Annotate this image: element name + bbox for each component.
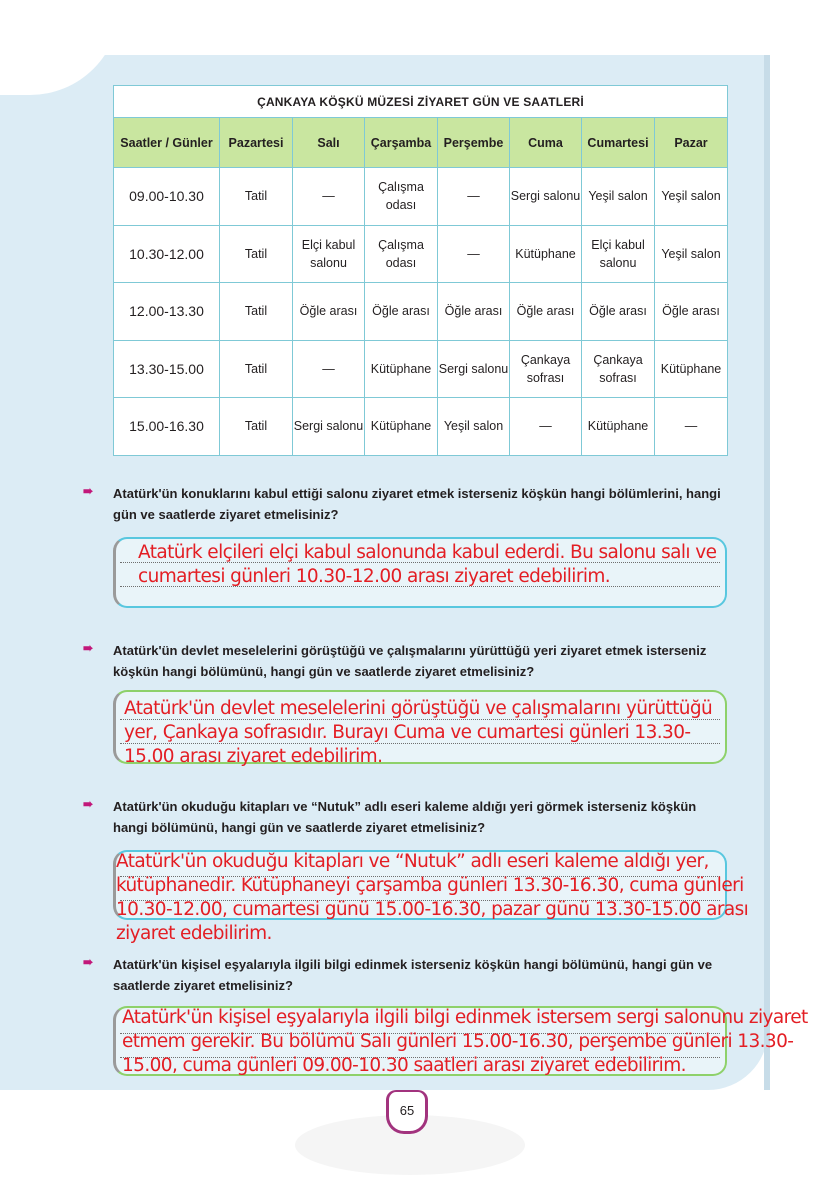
table-row	[114, 340, 728, 398]
header-cell: Salı	[293, 118, 365, 168]
table-row	[114, 398, 728, 456]
table-row	[114, 168, 728, 226]
table-cell: —	[438, 168, 510, 226]
arrow-right-icon: ➠	[83, 484, 94, 498]
arrow-right-icon: ➠	[83, 955, 94, 969]
question-3: Atatürk'ün okuduğu kitapları ve “Nutuk” adlı eseri kaleme aldığı yeri görmek isterseniz köşkün hangi bölümünü, hangi gün ve saatlerde ziyaret etmelisiniz?	[113, 799, 697, 835]
answer-4: Atatürk'ün kişisel eşyalarıyla ilgili bilgi edinmek istersem sergi salonunu ziyaret etmem gerekir. Bu bölümü Salı günleri 15.00-16.30, perşembe günleri 13.30-15.00, cuma günleri 09.00-10.30 saatleri arası ziyaret edebilirim.	[122, 1007, 808, 1076]
table-cell: —	[510, 398, 582, 456]
table-cell: —	[293, 168, 365, 226]
table-cell: Öğle arası	[582, 283, 655, 341]
answer-1: Atatürk elçileri elçi kabul salonunda kabul ederdi. Bu salonu salı ve cumartesi günleri 10.30-12.00 arası ziyaret edebilirim.	[138, 542, 717, 587]
table-cell: Yeşil salon	[438, 398, 510, 456]
question-2: Atatürk'ün devlet meselelerini görüştüğü ve çalışmalarını yürüttüğü yeri ziyaret etmek isterseniz köşkün hangi bölümünü, hangi gün ve saatlerde ziyaret etmelisiniz?	[113, 643, 707, 679]
table-cell: —	[655, 398, 728, 456]
table-cell: —	[293, 340, 365, 398]
table-cell: Öğle arası	[510, 283, 582, 341]
arrow-right-icon: ➠	[83, 641, 94, 655]
table-cell: Elçi kabul salonu	[293, 225, 365, 283]
table-row	[114, 225, 728, 283]
header-cell: Çarşamba	[365, 118, 438, 168]
header-cell: Cuma	[510, 118, 582, 168]
table-cell: Öğle arası	[365, 283, 438, 341]
table-cell: Kütüphane	[365, 340, 438, 398]
arrow-right-icon: ➠	[83, 797, 94, 811]
table-cell: Yeşil salon	[582, 168, 655, 226]
page-edge	[764, 55, 770, 1090]
table-cell: Kütüphane	[365, 398, 438, 456]
table-cell: Tatil	[220, 283, 293, 341]
time-cell: 12.00-13.30	[114, 283, 220, 341]
table-cell: Kütüphane	[582, 398, 655, 456]
table-cell: Tatil	[220, 398, 293, 456]
table-title: ÇANKAYA KÖŞKÜ MÜZESİ ZİYARET GÜN VE SAATLERİ	[113, 85, 728, 117]
table-cell: Çankaya sofrası	[582, 340, 655, 398]
table-header-row	[114, 118, 728, 168]
table-cell: Çalışma odası	[365, 168, 438, 226]
table-cell: Tatil	[220, 225, 293, 283]
schedule-table	[113, 85, 728, 456]
table-cell: Tatil	[220, 340, 293, 398]
header-cell: Cumartesi	[582, 118, 655, 168]
table-cell: Elçi kabul salonu	[582, 225, 655, 283]
time-cell: 09.00-10.30	[114, 168, 220, 226]
header-cell: Pazartesi	[220, 118, 293, 168]
time-cell: 15.00-16.30	[114, 398, 220, 456]
header-cell: Saatler / Günler	[114, 118, 220, 168]
schedule-table-container	[113, 85, 727, 456]
time-cell: 13.30-15.00	[114, 340, 220, 398]
table-row	[114, 283, 728, 341]
table-cell: Kütüphane	[655, 340, 728, 398]
time-cell: 10.30-12.00	[114, 225, 220, 283]
table-cell: Tatil	[220, 168, 293, 226]
table-cell: —	[438, 225, 510, 283]
question-4: Atatürk'ün kişisel eşyalarıyla ilgili bilgi edinmek isterseniz köşkün hangi bölümünü, hangi gün ve saatlerde ziyaret etmelisiniz?	[113, 957, 713, 993]
table-cell: Çalışma odası	[365, 225, 438, 283]
table-cell: Yeşil salon	[655, 168, 728, 226]
page-number: 65	[386, 1090, 428, 1134]
table-cell: Sergi salonu	[510, 168, 582, 226]
table-cell: Çankaya sofrası	[510, 340, 582, 398]
table-cell: Sergi salonu	[438, 340, 510, 398]
table-cell: Öğle arası	[293, 283, 365, 341]
table-cell: Öğle arası	[438, 283, 510, 341]
header-cell: Pazar	[655, 118, 728, 168]
header-cell: Perşembe	[438, 118, 510, 168]
table-cell: Öğle arası	[655, 283, 728, 341]
answer-3: Atatürk'ün okuduğu kitapları ve “Nutuk” adlı eseri kaleme aldığı yer, kütüphanedir. Kütüphaneyi çarşamba günleri 13.30-16.30, cuma günleri 10.30-12.00, cumartesi günü 15.00-16.30, pazar günü 13.30-15.00 arası ziyaret edebilirim.	[116, 851, 749, 944]
table-cell: Yeşil salon	[655, 225, 728, 283]
table-cell: Sergi salonu	[293, 398, 365, 456]
table-cell: Kütüphane	[510, 225, 582, 283]
answer-2: Atatürk'ün devlet meselelerini görüştüğü ve çalışmalarını yürüttüğü yer, Çankaya sofrasıdır. Burayı Cuma ve cumartesi günleri 13.30-15.00 arası ziyaret edebilirim.	[124, 698, 713, 767]
question-1: Atatürk'ün konuklarını kabul ettiği salonu ziyaret etmek isterseniz köşkün hangi bölümlerini, hangi gün ve saatlerde ziyaret etmelisiniz?	[113, 486, 721, 522]
